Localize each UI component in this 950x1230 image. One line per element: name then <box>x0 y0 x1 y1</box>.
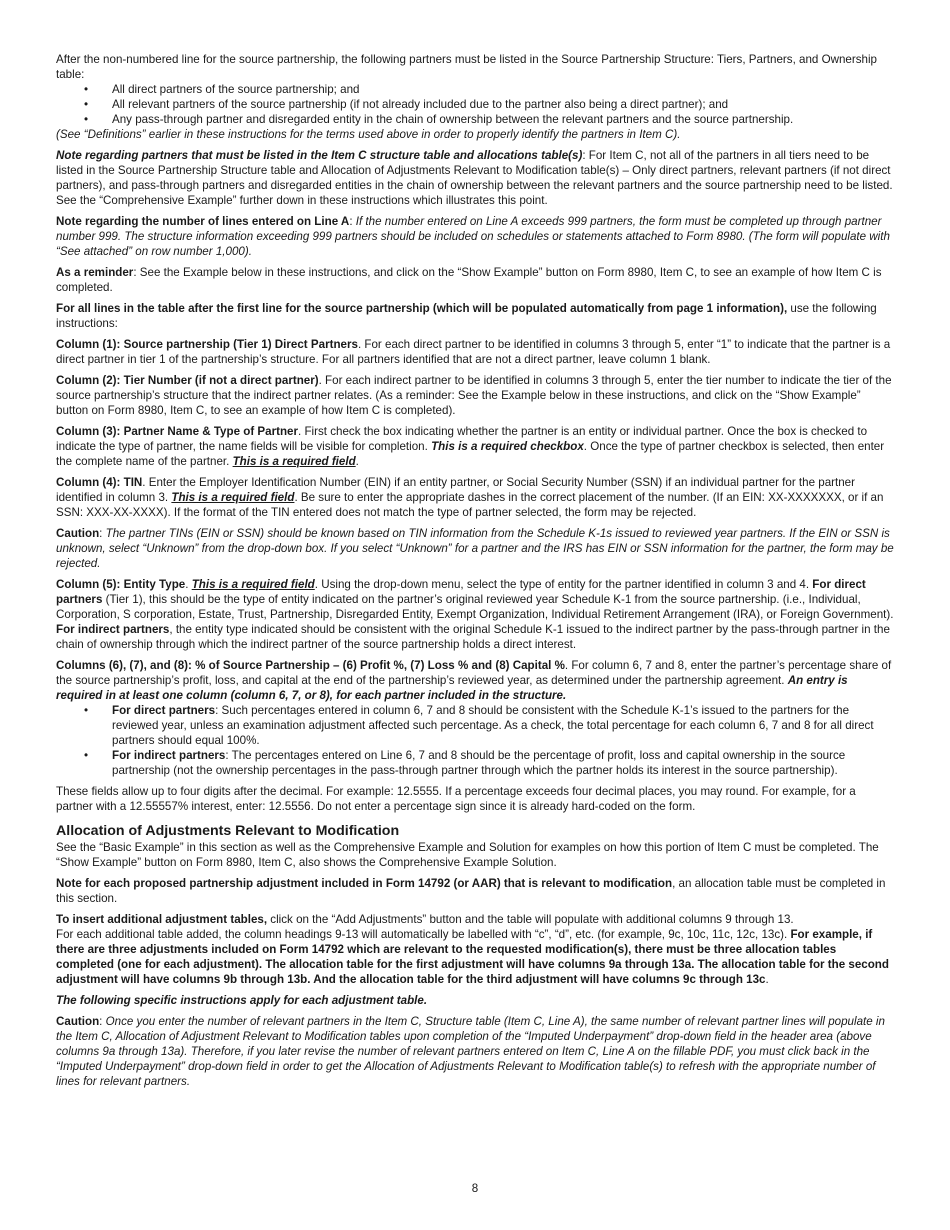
reminder-label: As a reminder <box>56 266 134 279</box>
allocation-note-label: Note for each proposed partnership adjustment included in Form 14792 (or AAR) that is relevant to modification <box>56 877 673 890</box>
insert-tables-example: For example, if there are three adjustments included on Form 14792 which are relevant to the requested modification(s), there must be three allocation tables completed (one for each adjustment). The allocation table for the first adjustment will have columns 9a through 13a. The allocation table for the second adjustment will have columns 9b through 13b. And the allocation table for the third adjustment will have columns 9c through 13c <box>56 928 889 986</box>
note-lines-text: If the number entered on Line A exceeds 999 partners, the form must be completed up through partner number 999. The structure information exceeding 999 partners should be included on schedules or statements attached to Form 8980. (The form will populate with “See attached” on row number 1,000). <box>56 215 890 258</box>
allocation-intro: See the “Basic Example” in this section as well as the Comprehensive Example and Solution for examples on how this portion of Item C must be completed. The “Show Example” button on Form 8980, Item C, also shows the Comprehensive Example Solution. <box>56 841 879 869</box>
direct-partners-label: For direct partners <box>112 704 216 717</box>
column-5-text: , the entity type indicated should be consistent with the original Schedule K-1 issued to the indirect partner by the pass-through partner in the chain of ownership through which the indirect partner of the source partnership holds a direct interest. <box>56 623 890 651</box>
intro-text: After the non-numbered line for the source partnership, the following partners must be listed in the Source Partnership Structure: Tiers, Partners, and Ownership table: <box>56 53 877 81</box>
separator: : <box>349 215 356 228</box>
note-partners-paragraph <box>56 148 894 208</box>
allocation-note-paragraph <box>56 876 894 906</box>
page-number: 8 <box>471 1182 479 1195</box>
columns-6-7-8-label: Columns (6), (7), and (8): % of Source Partnership – (6) Profit %, (7) Loss % and (8) Capital % <box>56 659 565 672</box>
required-checkbox-note: This is a required checkbox <box>431 440 584 453</box>
column-5-text: (Tier 1), this should be the type of entity indicated on the partner’s original reviewed year Schedule K-1 from the source partnership. (i.e., Individual, Corporation, S corporation, Estate, Trust, Partnership, Disregarded Entity, Exempt Organization, Individual Retirement Arrangement (IRA), or Foreign Government). <box>56 593 894 621</box>
separator: : <box>99 1015 106 1028</box>
column-4-paragraph <box>56 475 894 520</box>
column-4-text: . Enter the Employer Identification Number (EIN) if an entity partner, or Social Security Number (SSN) if an individual partner for the partner identified in column 3. <box>56 476 855 504</box>
direct-partners-text: : Such percentages entered in column 6, 7 and 8 should be consistent with the Schedule K-1’s issued to the partners for the reviewed year, unless an examination adjustment affected such percentage. As a check, the total percentage for each column 6, 7 and 8 for all direct partners should equal 100%. <box>112 704 874 747</box>
column-1-label: Column (1): Source partnership (Tier 1) Direct Partners <box>56 338 358 351</box>
column-2-label: Column (2): Tier Number (if not a direct partner) <box>56 374 319 387</box>
indirect-partners-text: : The percentages entered on Line 6, 7 and 8 should be the percentage of profit, loss and capital ownership in the source partnership (not the ownership percentages in the pass-through partner through which the partner holds its interest in the source partnership). <box>112 749 846 777</box>
list-item <box>112 748 894 778</box>
insert-tables-label: To insert additional adjustment tables, <box>56 913 268 926</box>
insert-tables-text: For each additional table added, the column headings 9-13 will automatically be labelled with “c”, “d”, etc. (for example, 9c, 10c, 11c, 12c, 13c). <box>56 928 791 941</box>
caution-text: The partner TINs (EIN or SSN) should be known based on TIN information from the Schedule K-1s issued to reviewed year partners. If the EIN or SSN is unknown, select “Unknown” from the drop-down box. If you select “Unknown” for a partner and the IRS has EIN or SSN information for the partner, the form may be rejected. <box>56 527 894 570</box>
caution-label: Caution <box>56 527 100 540</box>
required-field-note: This is a required field <box>232 455 356 468</box>
column-3-text: . First check the box indicating whether the partner is an entity or individual partner. Once the box is checked to indicate the type of partner, the name fields will be visible for completion. <box>56 425 868 453</box>
column-5-label: Column (5): Entity Type <box>56 578 186 591</box>
note-partners-text: : For Item C, not all of the partners in all tiers need to be listed in the Source Partnership Structure table and Allocation of Adjustments Relevant to Modification table(s) – Only direct partners, relevant partners (if not direct partners), and pass-through partners and disregarded entities in the chain of ownership between the relevant partners and the source partnership need to be listed. See the “Comprehensive Example” further down in these instructions which illustrates this point. <box>56 149 893 207</box>
decimals-paragraph: These fields allow up to four digits after the decimal. For example: 12.5555. If a percentage exceeds four decimal places, you may round. For example, for a partner with a 12.55557% interest, enter: 12.5556. Do not enter a percentage sign since it is already hard-coded on the form. <box>56 785 856 813</box>
percentage-bullet-list <box>56 703 894 778</box>
intro-bullet-list <box>56 82 894 127</box>
all-lines-text: use the following instructions: <box>56 302 877 330</box>
note-lines-label: Note regarding the number of lines entered on Line A <box>56 215 350 228</box>
column-5-text: . Using the drop-down menu, select the type of entity for the partner identified in column 3 and 4. <box>314 578 813 591</box>
list-item: • All direct partners of the source partnership; and <box>112 82 894 97</box>
column-3-paragraph <box>56 424 894 469</box>
column-1-text: . For each direct partner to be identified in columns 3 through 5, enter “1” to indicate that the partner is a direct partner in tier 1 of the partnership’s structure. For all partners identified that are not a direct partner, leave column 1 blank. <box>56 338 891 366</box>
required-entry-note: An entry is required in at least one column (column 6, 7, or 8), for each partner included in the structure. <box>56 674 848 702</box>
indirect-partners-label: For indirect partners <box>56 623 170 636</box>
list-item <box>112 703 894 748</box>
list-item: • Any pass-through partner and disregarded entity in the chain of ownership between the relevant partners and the source partnership. <box>112 112 894 127</box>
caution-tin-paragraph <box>56 526 894 571</box>
definitions-note: (See “Definitions” earlier in these instructions for the terms used above in order to properly identify the partners in Item C). <box>56 128 681 141</box>
list-item: • All relevant partners of the source partnership (if not already included due to the partner also being a direct partner); and <box>112 97 894 112</box>
column-2-paragraph <box>56 373 894 418</box>
column-2-text: . For each indirect partner to be identified in columns 3 through 5, enter the tier number to indicate the tier of the source partnership’s structure that the indirect partner relates. (As a reminder: See the Example below in these instructions, and click on the “Show Example” button on Form 8980, Item C, to see an example of how Item C is completed). <box>56 374 892 417</box>
columns-6-7-8-paragraph <box>56 658 894 703</box>
separator: . <box>355 455 359 468</box>
reminder-paragraph <box>56 265 894 295</box>
separator: . <box>765 973 769 986</box>
separator: : <box>99 527 106 540</box>
allocation-note-text: , an allocation table must be completed in this section. <box>56 877 886 905</box>
document-page <box>56 52 894 1095</box>
required-field-note: This is a required field <box>171 491 295 504</box>
column-3-text: . Once the type of partner checkbox is selected, then enter the complete name of the partner. <box>56 440 885 468</box>
column-1-paragraph <box>56 337 894 367</box>
all-lines-paragraph <box>56 301 894 331</box>
direct-partners-label: For direct partners <box>56 578 866 606</box>
indirect-partners-label: For indirect partners <box>112 749 226 762</box>
caution-label: Caution <box>56 1015 100 1028</box>
caution-allocation-paragraph <box>56 1014 894 1089</box>
column-5-paragraph <box>56 577 894 652</box>
separator: . <box>185 578 192 591</box>
column-3-label: Column (3): Partner Name & Type of Partner <box>56 425 299 438</box>
section-heading: Allocation of Adjustments Relevant to Modification <box>56 823 400 839</box>
required-field-note: This is a required field <box>191 578 315 591</box>
insert-tables-paragraph <box>56 912 894 987</box>
specific-instructions-note: The following specific instructions apply for each adjustment table. <box>56 994 428 1007</box>
all-lines-label: For all lines in the table after the first line for the source partnership (which will be populated automatically from page 1 information), <box>56 302 788 315</box>
note-lines-paragraph <box>56 214 894 259</box>
note-partners-label: Note regarding partners that must be listed in the Item C structure table and allocations table(s) <box>56 149 583 162</box>
reminder-text: : See the Example below in these instructions, and click on the “Show Example” button on Form 8980, Item C, to see an example of how Item C is completed. <box>56 266 882 294</box>
columns-6-7-8-text: . For column 6, 7 and 8, enter the partner’s percentage share of the source partnership’s profit, loss, and capital at the end of the partnership’s reviewed year, as determined under the partnership agreement. <box>56 659 892 687</box>
column-4-text: . Be sure to enter the appropriate dashes in the correct placement of the number. (If an EIN: XX-XXXXXXX, or if an SSN: XXX-XX-XXXX). If the format of the TIN entered does not match the type of partner selected, the form may be rejected. <box>56 491 884 519</box>
insert-tables-text: click on the “Add Adjustments” button and the table will populate with additional columns 9 through 13. <box>267 913 794 926</box>
column-4-label: Column (4): TIN <box>56 476 143 489</box>
caution-text: Once you enter the number of relevant partners in the Item C, Structure table (Item C, Line A), the same number of relevant partner lines will populate in the Item C, Allocation of Adjustment Relevant to Modification tables upon completion of the “Imputed Underpayment” drop-down field in the header area (above columns 9a through 13a). Therefore, if you later revise the number of relevant partners entered on Item C, Line A on the fillable PDF, you must click back in the “Imputed Underpayment” drop-down field in order to get the Allocation of Adjustments Relevant to Modification table(s) to refresh with the appropriate number of lines for relevant partners. <box>56 1015 885 1088</box>
